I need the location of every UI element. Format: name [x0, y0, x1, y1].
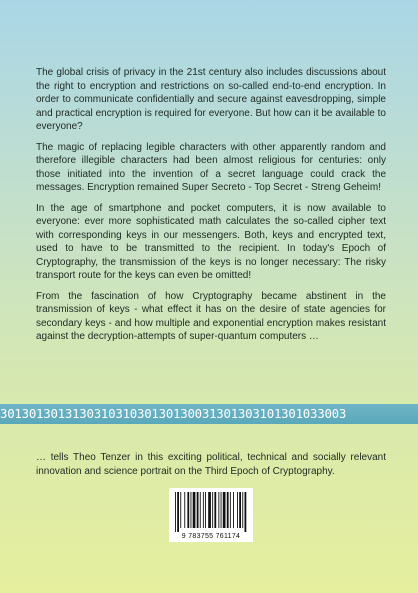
paragraph-fascination: From the fascination of how Cryptography became abstinent in the transmission of keys - what effect it has on the desire of state agencies for secondary keys - and how multiple and exponential encryption makes resistant against the decryption-attempts of super-quantum computers … — [36, 290, 386, 342]
paragraph-magic-of-encryption: The magic of replacing legible characters with other apparently random and therefore illegible characters had been almost religious for centuries: only those initiated into the invention of a secret language could crack the messages. Encryption remained Super Secreto - Top Secret - Streng Geheim! — [36, 141, 386, 193]
isbn-barcode — [169, 488, 253, 542]
barcode-bar — [197, 492, 199, 528]
barcode-bar — [187, 492, 189, 528]
barcode-digits: 9 783755 761174 — [181, 533, 241, 540]
barcode-bars — [169, 488, 253, 532]
barcode-bar — [214, 492, 216, 528]
barcode-bar — [208, 492, 211, 528]
barcode-bar — [205, 492, 206, 528]
paragraph-privacy-crisis: The global crisis of privacy in the 21st century also includes discussions about the right to encryption and restrictions on so-called end-to-end encryption. In order to communicate confidentially and secure against eavesdropping, simple and practical encryption is required for everyone. But how can it be available to everyone? — [36, 67, 386, 132]
barcode-bar — [237, 492, 238, 528]
barcode-bar — [212, 492, 213, 528]
barcode-bar — [180, 492, 181, 528]
barcode-bar — [239, 492, 241, 528]
barcode-bar — [233, 492, 234, 528]
barcode-bar — [175, 492, 176, 532]
closing-text — [36, 451, 386, 478]
barcode-bar — [200, 492, 201, 528]
barcode-bar — [177, 492, 179, 532]
barcode-bar — [193, 492, 196, 528]
barcode-bar — [223, 492, 226, 528]
barcode-bar — [245, 492, 247, 532]
barcode-bar — [191, 492, 192, 528]
blurb-text — [36, 66, 386, 351]
binary-digit-strip — [0, 404, 418, 424]
barcode-bar — [221, 492, 222, 528]
binary-digits: 301301301313031031030130130031301303101301033003 — [0, 406, 347, 421]
barcode-bar — [184, 492, 185, 528]
barcode-bar — [218, 492, 219, 528]
barcode-bar — [242, 492, 243, 528]
barcode-bar — [230, 492, 231, 528]
closing-paragraph: … tells Theo Tenzer in this exciting political, technical and socially relevant innovation and science portrait on the Third Epoch of Cryptography. — [36, 452, 386, 477]
paragraph-smartphone-age: In the age of smartphone and pocket computers, it is now available to everyone: ever more sophisticated math calculates the so-called cipher text with corresponding keys in our messengers. Both, keys and encrypted text, used to have to be transmitted to the recipient. In today's Epoch of Cryptography, the transmission of the keys is no longer necessary: The risky transport route for the keys can even be omitted! — [36, 202, 386, 281]
barcode-bar — [227, 492, 229, 528]
barcode-bar — [203, 492, 204, 528]
